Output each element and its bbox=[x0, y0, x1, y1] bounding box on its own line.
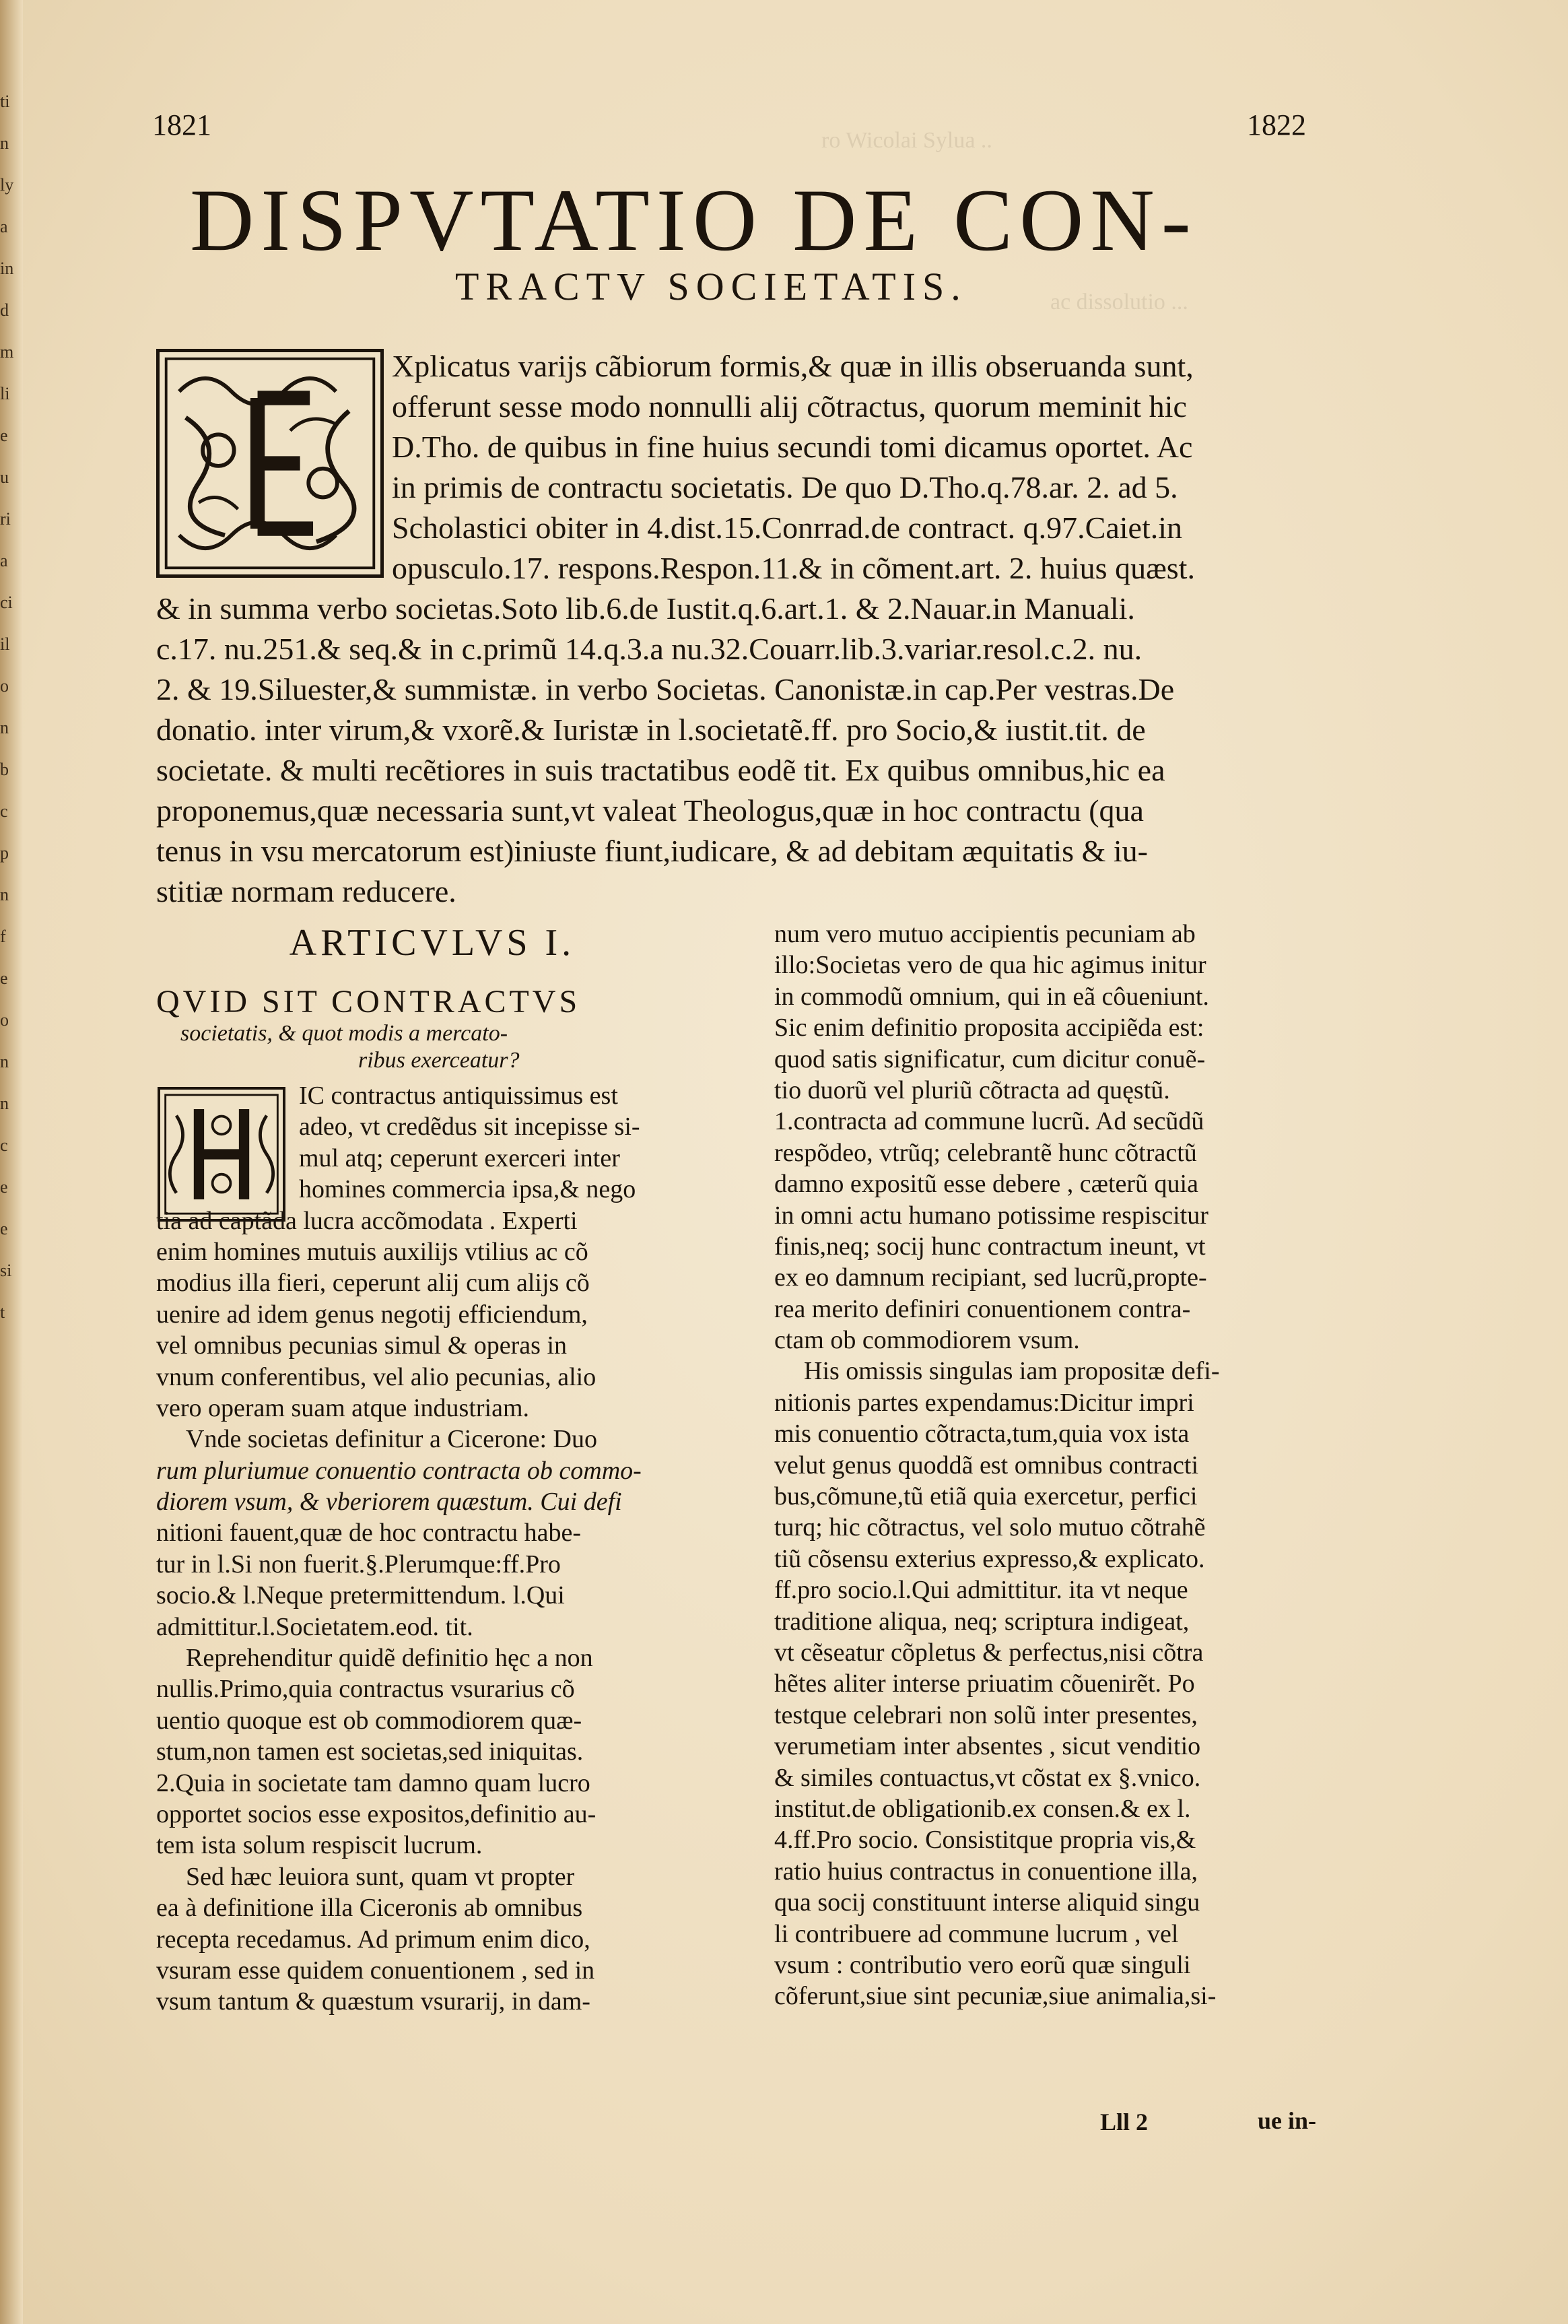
text-line: ff.pro socio.l.Qui admittitur. ita vt neque bbox=[774, 1576, 1188, 1605]
text-line: ea à definitione illa Ciceronis ab omnibus bbox=[156, 1894, 583, 1923]
text-line: Sed hæc leuiora sunt, quam vt propter bbox=[186, 1862, 575, 1891]
text-line: Vnde societas definitur a Cicerone: Duo bbox=[186, 1425, 597, 1454]
title-line-2: TRACTV SOCIETATIS. bbox=[455, 265, 967, 308]
intro-line: offerunt sesse modo nonnulli alij cõtractus, quorum meminit hic bbox=[392, 389, 1187, 424]
text-line: ex eo damnum recipiant, sed lucrũ,propte- bbox=[774, 1263, 1207, 1292]
text-line: nitionis partes expendamus:Dicitur impri bbox=[774, 1388, 1194, 1417]
text-line: quod satis significatur, cum dicitur conuẽ- bbox=[774, 1044, 1206, 1073]
question-subheading: ribus exerceatur? bbox=[358, 1048, 520, 1073]
intro-line: opusculo.17. respons.Respon.11.& in cõment.art. 2. huius quæst. bbox=[392, 551, 1195, 585]
text-line: in commodũ omnium, qui in eã côueniunt. bbox=[774, 982, 1209, 1011]
text-line: velut genus quoddã est omnibus contracti bbox=[774, 1451, 1199, 1480]
text-line: stum,non tamen est societas,sed iniquitas. bbox=[156, 1737, 584, 1766]
page-number-right: 1822 bbox=[1247, 108, 1306, 141]
text-line: mul atq; ceperunt exerceri inter bbox=[299, 1143, 620, 1172]
text-line: 2.Quia in societate tam damno quam lucro bbox=[156, 1768, 590, 1797]
text-line: His omissis singulas iam propositæ defi- bbox=[804, 1357, 1220, 1386]
text-line: cõferunt,siue sint pecuniæ,siue animalia,si- bbox=[774, 1982, 1217, 2011]
text-line: vero operam suam atque industriam. bbox=[156, 1393, 530, 1422]
text-line: rea merito definiri conuentionem contra- bbox=[774, 1294, 1191, 1323]
text-line: tem ista solum respiscit lucrum. bbox=[156, 1831, 483, 1860]
text-line: opportet socios esse expositos,definitio au- bbox=[156, 1799, 596, 1828]
text-line: institut.de obligationib.ex consen.& ex l. bbox=[774, 1794, 1191, 1823]
catchword: ue in- bbox=[1258, 2107, 1317, 2134]
text-line: testque celebrari non solũ inter presentes, bbox=[774, 1700, 1198, 1729]
text-line: turq; hic cõtractus, vel solo mutuo cõtrahẽ bbox=[774, 1513, 1206, 1542]
left-column bbox=[156, 921, 708, 2018]
page-number-left: 1821 bbox=[152, 108, 211, 141]
text-line: nullis.Primo,quia contractus vsurarius cõ bbox=[156, 1675, 575, 1704]
text-line: mis conuentio cõtracta,tum,quia vox ista bbox=[774, 1420, 1190, 1449]
right-column-text bbox=[774, 919, 1347, 2012]
text-line: damno expositũ esse debere , cæterũ quia bbox=[774, 1170, 1198, 1199]
left-column-text bbox=[156, 1080, 708, 2018]
text-line: rum pluriumue conuentio contracta ob commo- bbox=[156, 1456, 642, 1485]
text-line: verumetiam inter absentes , sicut venditio bbox=[774, 1732, 1201, 1761]
text-line: socio.& l.Neque pretermittendum. l.Qui bbox=[156, 1581, 565, 1610]
text-line: qua socij constituunt interse aliquid singu bbox=[774, 1888, 1200, 1917]
bleed-through: ac dissolutio ... bbox=[1050, 290, 1188, 314]
text-line: 4.ff.Pro socio. Consistitque propria vis,& bbox=[774, 1826, 1196, 1855]
text-line: traditione aliqua, neq; scriptura indigeat, bbox=[774, 1607, 1190, 1636]
text-line: illo:Societas vero de qua hic agimus initur bbox=[774, 951, 1206, 980]
intro-line: & in summa verbo societas.Soto lib.6.de Iustit.q.6.art.1. & 2.Nauar.in Manuali. bbox=[156, 591, 1135, 626]
bleed-through: ro Wicolai Sylua .. bbox=[821, 128, 992, 153]
intro-line: societate. & multi recẽtiores in suis tractatibus eodẽ tit. Ex quibus omnibus,hic ea bbox=[156, 753, 1165, 787]
text-line: IC contractus antiquissimus est bbox=[299, 1082, 618, 1110]
text-line: respõdeo, vtrũq; celebrantẽ hunc cõtractũ bbox=[774, 1138, 1197, 1167]
text-line: tia ad captãda lucra accõmodata . Experti bbox=[156, 1206, 578, 1235]
intro-line: stitiæ normam reducere. bbox=[156, 874, 456, 908]
text-line: adeo, vt credẽdus sit incepisse si- bbox=[299, 1113, 640, 1141]
text-line: vt cẽseatur cõpletus & perfectus,nisi cõtra bbox=[774, 1638, 1204, 1667]
intro-line: Scholastici obiter in 4.dist.15.Conrrad.de contract. q.97.Caiet.in bbox=[392, 510, 1183, 545]
text-line: tiũ cõsensu exterius expresso,& explicato. bbox=[774, 1544, 1205, 1573]
text-line: hẽtes aliter interse priuatim cõuenirẽt. Po bbox=[774, 1669, 1195, 1698]
question-subheading: societatis, & quot modis a mercato- bbox=[180, 1021, 508, 1046]
text-line: tio duorũ vel pluriũ cõtracta ad quęstũ. bbox=[774, 1075, 1170, 1104]
text-line: tur in l.Si non fuerit.§.Plerumque:ff.Pro bbox=[156, 1550, 561, 1579]
text-line: enim homines mutuis auxilijs vtilius ac cõ bbox=[156, 1237, 588, 1266]
question-heading: QVID SIT CONTRACTVS bbox=[156, 984, 581, 1020]
text-line: 1.contracta ad commune lucrũ. Ad secũdũ bbox=[774, 1107, 1204, 1136]
intro-line: 2. & 19.Siluester,& summistæ. in verbo Societas. Canonistæ.in cap.Per vestras.De bbox=[156, 672, 1175, 706]
text-line: li contribuere ad commune lucrum , vel bbox=[774, 1919, 1179, 1948]
text-line: bus,cõmune,tũ etiã quia exercetur, perfici bbox=[774, 1482, 1198, 1511]
intro-line: tenus in vsu mercatorum est)iniuste fiunt,iudicare, & ad debitam æquitatis & iu- bbox=[156, 834, 1148, 868]
text-line: homines commercia ipsa,& nego bbox=[299, 1175, 636, 1204]
text-line: vnum conferentibus, vel alio pecunias, alio bbox=[156, 1362, 596, 1391]
text-line: vel omnibus pecunias simul & operas in bbox=[156, 1331, 568, 1360]
text-line: num vero mutuo accipientis pecuniam ab bbox=[774, 920, 1196, 948]
text-line: uentio quoque est ob commodiorem quæ- bbox=[156, 1706, 582, 1735]
text-line: Reprehenditur quidẽ definitio hęc a non bbox=[186, 1644, 593, 1673]
text-line: modius illa fieri, ceperunt alij cum alijs cõ bbox=[156, 1269, 590, 1298]
text-line: recepta recedamus. Ad primum enim dico, bbox=[156, 1925, 590, 1954]
facing-page-edge bbox=[0, 0, 23, 2324]
text-line: vsuram esse quidem conuentionem , sed in bbox=[156, 1956, 595, 1985]
right-column bbox=[774, 919, 1347, 2012]
title-line-1: DISPVTATIO DE CON- bbox=[190, 170, 1198, 269]
text-line: ctam ob commodiorem vsum. bbox=[774, 1326, 1080, 1355]
intro-line: Xplicatus varijs cãbiorum formis,& quæ in illis obseruanda sunt, bbox=[392, 349, 1194, 383]
text-line: & similes contuactus,vt cõstat ex §.vnico. bbox=[774, 1763, 1201, 1792]
text-line: uenire ad idem genus negotij efficiendum, bbox=[156, 1300, 588, 1329]
intro-line: D.Tho. de quibus in fine huius secundi tomi dicamus oportet. Ac bbox=[392, 430, 1193, 464]
text-line: diorem vsum, & vberiorem quæstum. Cui defi bbox=[156, 1488, 622, 1517]
signature-mark: Lll 2 bbox=[1100, 2109, 1149, 2135]
text-line: admittitur.l.Societatem.eod. tit. bbox=[156, 1612, 473, 1641]
text-line: vsum tantum & quæstum vsurarij, in dam- bbox=[156, 1987, 590, 2016]
text-line: ratio huius contractus in conuentione illa, bbox=[774, 1857, 1198, 1886]
text-line: vsum : contributio vero eorũ quæ singuli bbox=[774, 1950, 1191, 1979]
intro-line: proponemus,quæ necessaria sunt,vt valeat Theologus,quæ in hoc contractu (qua bbox=[156, 793, 1144, 828]
intro-paragraph bbox=[156, 346, 1355, 912]
text-line: Sic enim definitio proposita accipiẽda est: bbox=[774, 1014, 1204, 1042]
intro-line: c.17. nu.251.& seq.& in c.primũ 14.q.3.a nu.32.Couarr.lib.3.variar.resol.c.2. nu. bbox=[156, 632, 1143, 666]
text-line: nitioni fauent,quæ de hoc contractu habe- bbox=[156, 1519, 582, 1548]
article-heading: ARTICVLVS I. bbox=[289, 922, 576, 964]
text-line: finis,neq; socij hunc contractum ineunt, vt bbox=[774, 1232, 1206, 1261]
text-line: in omni actu humano potissime respiscitur bbox=[774, 1201, 1208, 1230]
facing-page-fragments: ti n ly a in d m li e u ri a ci il o n b c p n f e o n n c e e si t bbox=[0, 92, 14, 1322]
intro-line: donatio. inter virum,& vxorẽ.& Iuristæ in l.societatẽ.ff. pro Socio,& iustit.tit. de bbox=[156, 712, 1146, 747]
intro-line: in primis de contractu societatis. De quo D.Tho.q.78.ar. 2. ad 5. bbox=[392, 470, 1178, 504]
